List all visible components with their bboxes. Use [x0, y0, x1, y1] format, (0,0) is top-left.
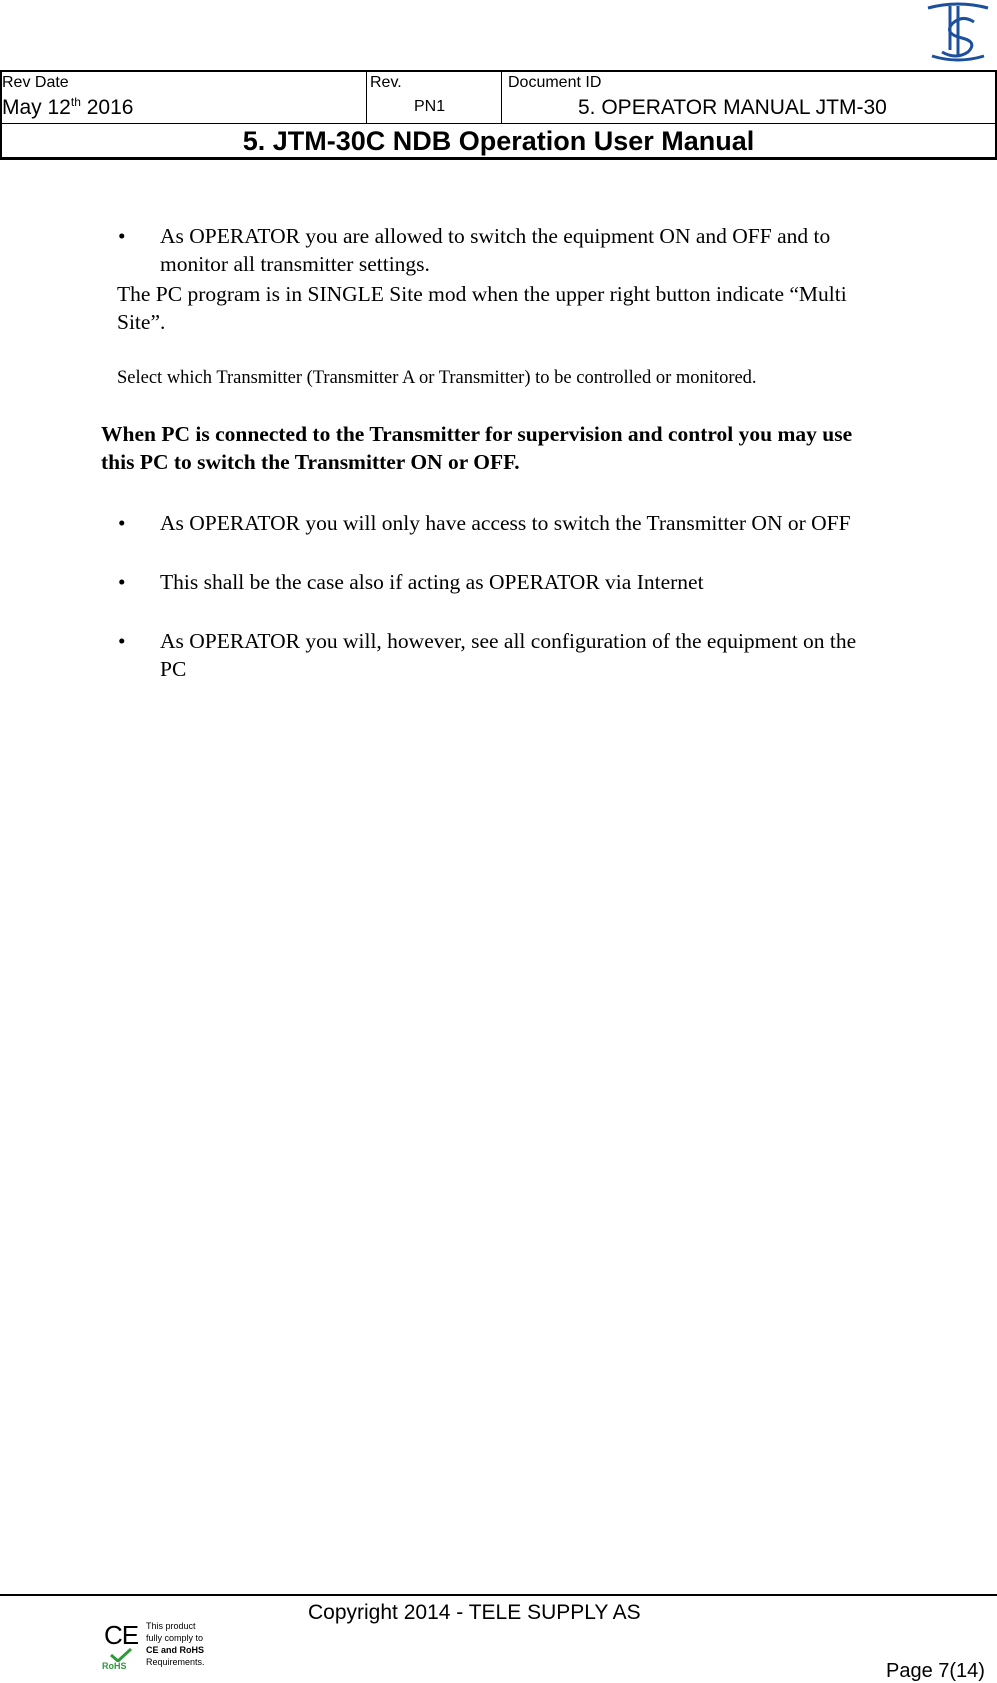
bullet-icon: • — [118, 570, 126, 594]
rev-date-label: Rev Date — [2, 74, 69, 91]
document-id-label: Document ID — [508, 74, 602, 91]
document-header — [0, 70, 997, 160]
rev-label: Rev. — [370, 74, 402, 91]
list-item-text: As OPERATOR you will, however, see all configuration of the equipment on the PC — [160, 629, 857, 681]
bullet-icon: • — [118, 511, 126, 535]
list-item-text: As OPERATOR you will only have access to switch the Transmitter ON or OFF — [160, 511, 851, 535]
bullet-icon: • — [118, 224, 126, 248]
bullet-icon: • — [118, 629, 126, 653]
ts-logo-icon — [922, 0, 994, 62]
check-icon — [110, 1648, 132, 1662]
header-title-row — [0, 124, 997, 159]
rev-date-value: May 12th 2016 — [2, 95, 134, 119]
footer-divider — [0, 1594, 997, 1596]
page-title: 5. JTM-30C NDB Operation User Manual — [242, 126, 755, 156]
copyright-text: Copyright 2014 - TELE SUPPLY AS — [308, 1601, 641, 1624]
paragraph-select-transmitter: Select which Transmitter (Transmitter A or Transmitter) to be controlled or monitored. — [117, 368, 757, 388]
header-divider-2 — [501, 72, 502, 124]
list-item — [118, 222, 978, 282]
paragraph-pc-connected: When PC is connected to the Transmitter for supervision and control you may use this PC to switch the Transmitter ON or OFF. — [101, 422, 853, 474]
header-info-row — [0, 72, 997, 124]
header-divider-1 — [366, 72, 367, 124]
rohs-mark: RoHS — [102, 1661, 127, 1671]
list-item-text: As OPERATOR you are allowed to switch the equipment ON and OFF and to monitor all transmitter settings. — [160, 224, 831, 276]
paragraph-single-site: The PC program is in SINGLE Site mod when the upper right button indicate “Multi Site”. — [117, 282, 847, 334]
rev-value: PN1 — [414, 98, 446, 115]
ce-mark: CE — [104, 1620, 139, 1650]
page-number: Page 7(14) — [886, 1660, 985, 1682]
document-id-value: 5. OPERATOR MANUAL JTM-30 — [578, 96, 887, 119]
list-item — [118, 627, 978, 687]
list-item-text: This shall be the case also if acting as OPERATOR via Internet — [160, 570, 704, 594]
badge-text: This product fully comply to CE and RoHS Requirements. — [146, 1621, 205, 1667]
ce-rohs-badge-icon — [104, 1618, 214, 1674]
